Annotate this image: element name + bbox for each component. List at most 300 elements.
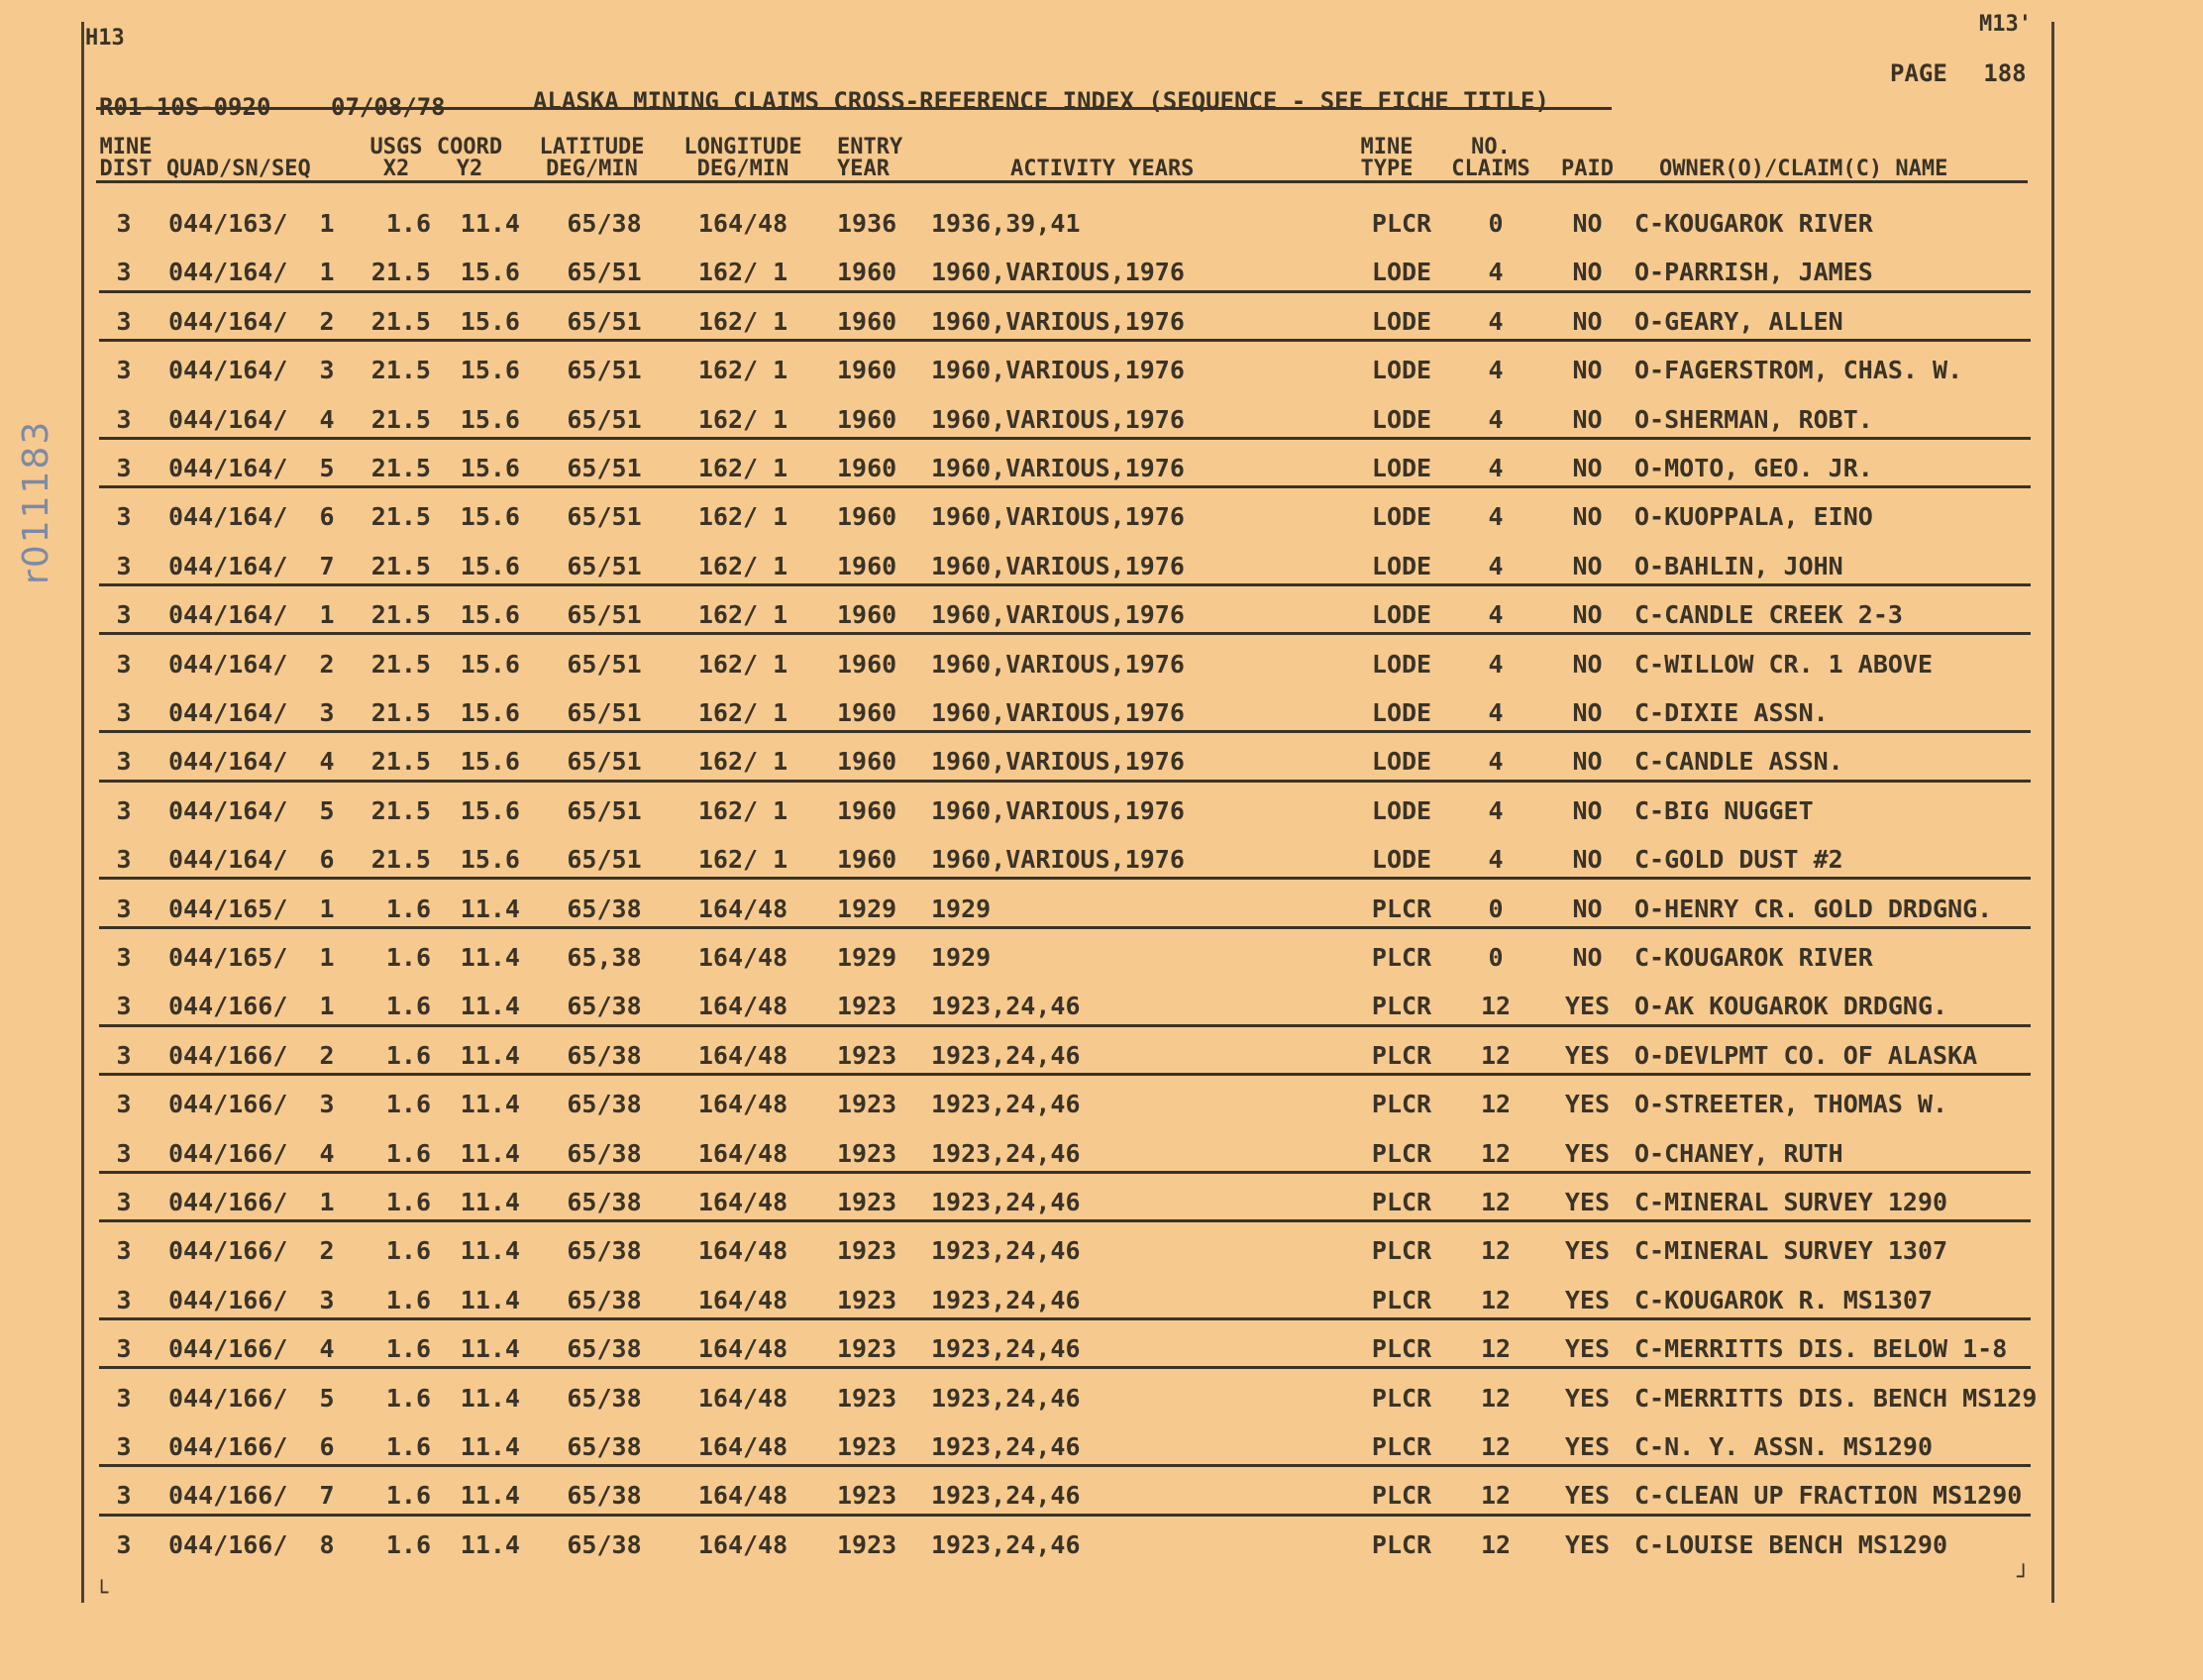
activity-years-cell: 1923,24,46 <box>931 992 1081 1021</box>
activity-years-cell: 1923,24,46 <box>931 1432 1081 1461</box>
col-y2: COORD Y2 <box>436 135 503 181</box>
y2-cell: 15.6 <box>460 404 520 434</box>
longitude-cell: 164/48 <box>697 1138 788 1168</box>
seq-cell: 6 <box>319 1432 335 1461</box>
x2-cell: 21.5 <box>370 649 431 679</box>
quad-cell: 044/166/ <box>168 1334 288 1364</box>
owner-claim-name-cell: O-FAGERSTROM, CHAS. W. <box>1634 356 1963 385</box>
claims-count-cell: 12 <box>1480 1285 1512 1314</box>
seq-cell: 2 <box>319 1236 335 1266</box>
mine-type-cell: LODE <box>1371 698 1432 727</box>
paid-cell: NO <box>1572 845 1603 875</box>
table-row <box>0 1225 2203 1274</box>
owner-claim-name-cell: C-MINERAL SURVEY 1307 <box>1634 1236 1948 1266</box>
table-row <box>0 1323 2203 1372</box>
quad-cell: 044/164/ <box>168 845 288 875</box>
longitude-cell: 162/ 1 <box>697 258 788 287</box>
entry-year-cell: 1960 <box>837 454 897 482</box>
table-row <box>0 1128 2203 1177</box>
longitude-cell: 162/ 1 <box>697 698 788 727</box>
y2-cell: 15.6 <box>460 258 520 287</box>
y2-cell: 15.6 <box>460 795 520 825</box>
paid-cell: NO <box>1572 649 1603 679</box>
longitude-cell: 162/ 1 <box>697 356 788 385</box>
owner-claim-name-cell: C-WILLOW CR. 1 ABOVE <box>1634 649 1934 679</box>
quad-cell: 044/164/ <box>168 551 288 580</box>
paid-cell: YES <box>1564 1432 1611 1461</box>
seq-cell: 3 <box>319 698 335 727</box>
quad-cell: 044/166/ <box>168 1481 288 1511</box>
claims-count-cell: 12 <box>1480 1383 1512 1413</box>
entry-year-cell: 1960 <box>837 698 897 727</box>
row-rule <box>99 780 2031 783</box>
x2-cell: 1.6 <box>385 1285 431 1314</box>
paid-cell: NO <box>1572 698 1603 727</box>
row-rule <box>99 1219 2031 1222</box>
table-row <box>0 1275 2203 1323</box>
mine-type-cell: LODE <box>1371 306 1432 336</box>
dist-cell: 3 <box>116 551 132 580</box>
table-row <box>0 1177 2203 1225</box>
claims-count-cell: 12 <box>1480 992 1512 1021</box>
mine-type-cell: PLCR <box>1371 992 1432 1021</box>
mine-type-cell: LODE <box>1371 600 1432 630</box>
title-rule <box>96 107 1612 110</box>
paid-cell: NO <box>1572 943 1603 972</box>
mine-type-cell: LODE <box>1371 356 1432 385</box>
seq-cell: 7 <box>319 551 335 580</box>
dist-cell: 3 <box>116 454 132 482</box>
table-row <box>0 786 2203 834</box>
claims-count-cell: 4 <box>1488 404 1504 434</box>
dist-cell: 3 <box>116 1285 132 1314</box>
claims-count-cell: 12 <box>1480 1334 1512 1364</box>
paid-cell: YES <box>1564 1236 1611 1266</box>
col-no-claims: NO. CLAIMS <box>1451 135 1530 181</box>
activity-years-cell: 1923,24,46 <box>931 1529 1081 1559</box>
mine-type-cell: PLCR <box>1371 1236 1432 1266</box>
latitude-cell: 65/38 <box>567 1481 642 1511</box>
y2-cell: 11.4 <box>460 992 520 1021</box>
owner-claim-name-cell: O-BAHLIN, JOHN <box>1634 551 1843 580</box>
mine-type-cell: PLCR <box>1371 1040 1432 1070</box>
paid-cell: NO <box>1572 600 1603 630</box>
x2-cell: 21.5 <box>370 306 431 336</box>
mine-type-cell: PLCR <box>1371 1383 1432 1413</box>
seq-cell: 5 <box>319 795 335 825</box>
report-title: ALASKA MINING CLAIMS CROSS-REFERENCE INDEX (SEQUENCE - SEE FICHE TITLE) <box>533 87 1549 115</box>
mine-type-cell: LODE <box>1371 795 1432 825</box>
seq-cell: 1 <box>319 1188 335 1216</box>
latitude-cell: 65/51 <box>567 698 642 727</box>
latitude-cell: 65/51 <box>567 551 642 580</box>
y2-cell: 11.4 <box>460 1481 520 1511</box>
quad-cell: 044/166/ <box>168 1529 288 1559</box>
report-id: R01-10S-0920 <box>99 93 271 121</box>
paid-cell: NO <box>1572 551 1603 580</box>
y2-cell: 11.4 <box>460 1334 520 1364</box>
row-rule <box>99 437 2031 440</box>
y2-cell: 15.6 <box>460 306 520 336</box>
mine-type-cell: LODE <box>1371 845 1432 875</box>
latitude-cell: 65/38 <box>567 1432 642 1461</box>
longitude-cell: 164/48 <box>697 1529 788 1559</box>
latitude-cell: 65/51 <box>567 845 642 875</box>
table-row <box>0 884 2203 932</box>
mine-type-cell: PLCR <box>1371 1285 1432 1314</box>
latitude-cell: 65/51 <box>567 258 642 287</box>
y2-cell: 11.4 <box>460 893 520 923</box>
claims-count-cell: 12 <box>1480 1090 1512 1119</box>
seq-cell: 1 <box>319 943 335 972</box>
paid-cell: YES <box>1564 992 1611 1021</box>
paid-cell: NO <box>1572 356 1603 385</box>
table-row <box>0 932 2203 981</box>
entry-year-cell: 1960 <box>837 356 897 385</box>
dist-cell: 3 <box>116 1529 132 1559</box>
owner-claim-name-cell: C-KOUGAROK R. MS1307 <box>1634 1285 1934 1314</box>
seq-cell: 8 <box>319 1529 335 1559</box>
table-row <box>0 1520 2203 1568</box>
longitude-cell: 164/48 <box>697 1432 788 1461</box>
dist-cell: 3 <box>116 1040 132 1070</box>
entry-year-cell: 1923 <box>837 1236 897 1266</box>
longitude-cell: 164/48 <box>697 1383 788 1413</box>
dist-cell: 3 <box>116 1481 132 1511</box>
owner-claim-name-cell: C-BIG NUGGET <box>1634 795 1814 825</box>
table-row <box>0 198 2203 247</box>
claims-count-cell: 12 <box>1480 1481 1512 1511</box>
y2-cell: 15.6 <box>460 698 520 727</box>
activity-years-cell: 1960,VARIOUS,1976 <box>931 502 1185 532</box>
x2-cell: 1.6 <box>385 1090 431 1119</box>
owner-claim-name-cell: C-MINERAL SURVEY 1290 <box>1634 1188 1948 1216</box>
paid-cell: NO <box>1572 747 1603 777</box>
owner-claim-name-cell: C-KOUGAROK RIVER <box>1634 943 1873 972</box>
activity-years-cell: 1960,VARIOUS,1976 <box>931 404 1185 434</box>
owner-claim-name-cell: O-PARRISH, JAMES <box>1634 258 1873 287</box>
y2-cell: 15.6 <box>460 600 520 630</box>
activity-years-cell: 1923,24,46 <box>931 1334 1081 1364</box>
claims-count-cell: 12 <box>1480 1188 1512 1216</box>
x2-cell: 21.5 <box>370 258 431 287</box>
page-indicator <box>1890 59 2027 87</box>
owner-claim-name-cell: C-KOUGAROK RIVER <box>1634 209 1873 238</box>
row-rule <box>99 632 2031 635</box>
entry-year-cell: 1960 <box>837 845 897 875</box>
latitude-cell: 65/38 <box>567 1138 642 1168</box>
latitude-cell: 65/51 <box>567 747 642 777</box>
activity-years-cell: 1923,24,46 <box>931 1090 1081 1119</box>
paid-cell: YES <box>1564 1383 1611 1413</box>
entry-year-cell: 1960 <box>837 649 897 679</box>
x2-cell: 1.6 <box>385 1138 431 1168</box>
owner-claim-name-cell: O-DEVLPMT CO. OF ALASKA <box>1634 1040 1978 1070</box>
latitude-cell: 65/51 <box>567 649 642 679</box>
claims-count-cell: 12 <box>1480 1529 1512 1559</box>
latitude-cell: 65/38 <box>567 1529 642 1559</box>
claims-count-cell: 4 <box>1488 845 1504 875</box>
activity-years-cell: 1923,24,46 <box>931 1236 1081 1266</box>
quad-cell: 044/165/ <box>168 893 288 923</box>
table-row <box>0 394 2203 443</box>
mine-type-cell: PLCR <box>1371 1481 1432 1511</box>
claims-count-cell: 12 <box>1480 1236 1512 1266</box>
activity-years-cell: 1929 <box>931 893 992 923</box>
dist-cell: 3 <box>116 306 132 336</box>
y2-cell: 11.4 <box>460 1040 520 1070</box>
activity-years-cell: 1960,VARIOUS,1976 <box>931 551 1185 580</box>
latitude-cell: 65/38 <box>567 1236 642 1266</box>
paid-cell: NO <box>1572 893 1603 923</box>
paid-cell: YES <box>1564 1090 1611 1119</box>
quad-cell: 044/166/ <box>168 1285 288 1314</box>
corner-mark-bottom-right: ┘ <box>2017 1565 2031 1590</box>
quad-cell: 044/164/ <box>168 747 288 777</box>
x2-cell: 21.5 <box>370 600 431 630</box>
entry-year-cell: 1960 <box>837 551 897 580</box>
claims-count-cell: 4 <box>1488 454 1504 482</box>
longitude-cell: 164/48 <box>697 893 788 923</box>
longitude-cell: 164/48 <box>697 1188 788 1216</box>
dist-cell: 3 <box>116 747 132 777</box>
x2-cell: 21.5 <box>370 502 431 532</box>
longitude-cell: 164/48 <box>697 1285 788 1314</box>
y2-cell: 11.4 <box>460 943 520 972</box>
entry-year-cell: 1923 <box>837 1285 897 1314</box>
claims-count-cell: 0 <box>1488 893 1504 923</box>
seq-cell: 2 <box>319 649 335 679</box>
quad-cell: 044/166/ <box>168 1236 288 1266</box>
entry-year-cell: 1960 <box>837 747 897 777</box>
report-date: 07/08/78 <box>331 93 446 121</box>
row-rule <box>99 583 2031 586</box>
table-row <box>0 834 2203 883</box>
row-rule <box>99 485 2031 488</box>
table-row <box>0 981 2203 1029</box>
dist-cell: 3 <box>116 1090 132 1119</box>
dist-cell: 3 <box>116 1138 132 1168</box>
dist-cell: 3 <box>116 1236 132 1266</box>
quad-cell: 044/166/ <box>168 1138 288 1168</box>
col-latitude: LATITUDE DEG/MIN <box>539 135 645 181</box>
longitude-cell: 162/ 1 <box>697 404 788 434</box>
dist-cell: 3 <box>116 404 132 434</box>
claims-count-cell: 4 <box>1488 795 1504 825</box>
longitude-cell: 162/ 1 <box>697 551 788 580</box>
owner-claim-name-cell: C-CANDLE ASSN. <box>1634 747 1843 777</box>
col-owner-claim-name: OWNER(O)/CLAIM(C) NAME <box>1659 157 1948 181</box>
mine-type-cell: PLCR <box>1371 943 1432 972</box>
entry-year-cell: 1960 <box>837 306 897 336</box>
owner-claim-name-cell: C-MERRITTS DIS. BENCH MS129 <box>1634 1383 2038 1413</box>
entry-year-cell: 1960 <box>837 795 897 825</box>
y2-cell: 11.4 <box>460 1236 520 1266</box>
x2-cell: 1.6 <box>385 1529 431 1559</box>
x2-cell: 1.6 <box>385 992 431 1021</box>
quad-cell: 044/163/ <box>168 209 288 238</box>
longitude-cell: 162/ 1 <box>697 454 788 482</box>
header-rule <box>96 180 2028 183</box>
owner-claim-name-cell: C-CANDLE CREEK 2-3 <box>1634 600 1903 630</box>
paid-cell: YES <box>1564 1529 1611 1559</box>
seq-cell: 7 <box>319 1481 335 1511</box>
mine-type-cell: PLCR <box>1371 209 1432 238</box>
y2-cell: 15.6 <box>460 649 520 679</box>
mine-type-cell: PLCR <box>1371 1138 1432 1168</box>
latitude-cell: 65/38 <box>567 1040 642 1070</box>
activity-years-cell: 1923,24,46 <box>931 1138 1081 1168</box>
x2-cell: 1.6 <box>385 209 431 238</box>
longitude-cell: 164/48 <box>697 943 788 972</box>
claims-count-cell: 4 <box>1488 502 1504 532</box>
quad-cell: 044/164/ <box>168 404 288 434</box>
seq-cell: 6 <box>319 502 335 532</box>
entry-year-cell: 1923 <box>837 1529 897 1559</box>
activity-years-cell: 1923,24,46 <box>931 1285 1081 1314</box>
entry-year-cell: 1960 <box>837 258 897 287</box>
row-rule <box>99 1171 2031 1174</box>
x2-cell: 21.5 <box>370 795 431 825</box>
quad-cell: 044/166/ <box>168 1432 288 1461</box>
claims-count-cell: 4 <box>1488 747 1504 777</box>
dist-cell: 3 <box>116 502 132 532</box>
table-row <box>0 589 2203 638</box>
longitude-cell: 164/48 <box>697 1090 788 1119</box>
longitude-cell: 162/ 1 <box>697 600 788 630</box>
owner-claim-name-cell: C-CLEAN UP FRACTION MS1290 <box>1634 1481 2023 1511</box>
latitude-cell: 65/51 <box>567 795 642 825</box>
col-longitude: LONGITUDE DEG/MIN <box>683 135 802 181</box>
mine-type-cell: PLCR <box>1371 1529 1432 1559</box>
seq-cell: 1 <box>319 600 335 630</box>
paid-cell: NO <box>1572 306 1603 336</box>
y2-cell: 15.6 <box>460 356 520 385</box>
activity-years-cell: 1960,VARIOUS,1976 <box>931 600 1185 630</box>
latitude-cell: 65/51 <box>567 356 642 385</box>
col-activity-years: ACTIVITY YEARS <box>1010 157 1195 181</box>
claims-count-cell: 4 <box>1488 600 1504 630</box>
table-row <box>0 247 2203 295</box>
row-rule <box>99 1317 2031 1320</box>
longitude-cell: 162/ 1 <box>697 649 788 679</box>
row-rule <box>99 926 2031 929</box>
paid-cell: NO <box>1572 209 1603 238</box>
owner-claim-name-cell: O-KUOPPALA, EINO <box>1634 502 1873 532</box>
seq-cell: 1 <box>319 258 335 287</box>
latitude-cell: 65/38 <box>567 1383 642 1413</box>
mine-type-cell: LODE <box>1371 404 1432 434</box>
activity-years-cell: 1960,VARIOUS,1976 <box>931 747 1185 777</box>
quad-cell: 044/166/ <box>168 992 288 1021</box>
dist-cell: 3 <box>116 698 132 727</box>
paid-cell: NO <box>1572 258 1603 287</box>
activity-years-cell: 1923,24,46 <box>931 1040 1081 1070</box>
activity-years-cell: 1929 <box>931 943 992 972</box>
quad-cell: 044/166/ <box>168 1040 288 1070</box>
quad-cell: 044/166/ <box>168 1090 288 1119</box>
x2-cell: 1.6 <box>385 1334 431 1364</box>
y2-cell: 11.4 <box>460 1188 520 1216</box>
table-row <box>0 1079 2203 1127</box>
longitude-cell: 162/ 1 <box>697 502 788 532</box>
table-row <box>0 1030 2203 1079</box>
y2-cell: 11.4 <box>460 1285 520 1314</box>
paid-cell: YES <box>1564 1334 1611 1364</box>
activity-years-cell: 1960,VARIOUS,1976 <box>931 698 1185 727</box>
owner-claim-name-cell: O-GEARY, ALLEN <box>1634 306 1843 336</box>
owner-claim-name-cell: C-MERRITTS DIS. BELOW 1-8 <box>1634 1334 2008 1364</box>
paid-cell: YES <box>1564 1188 1611 1216</box>
y2-cell: 15.6 <box>460 845 520 875</box>
entry-year-cell: 1929 <box>837 943 897 972</box>
x2-cell: 21.5 <box>370 404 431 434</box>
seq-cell: 5 <box>319 454 335 482</box>
x2-cell: 1.6 <box>385 1040 431 1070</box>
paid-cell: NO <box>1572 454 1603 482</box>
dist-cell: 3 <box>116 209 132 238</box>
claims-count-cell: 4 <box>1488 649 1504 679</box>
x2-cell: 1.6 <box>385 1432 431 1461</box>
mine-type-cell: LODE <box>1371 258 1432 287</box>
owner-claim-name-cell: O-AK KOUGAROK DRDGNG. <box>1634 992 1948 1021</box>
activity-years-cell: 1923,24,46 <box>931 1383 1081 1413</box>
mine-type-cell: LODE <box>1371 551 1432 580</box>
dist-cell: 3 <box>116 992 132 1021</box>
y2-cell: 11.4 <box>460 1090 520 1119</box>
paid-cell: NO <box>1572 404 1603 434</box>
seq-cell: 1 <box>319 209 335 238</box>
dist-cell: 3 <box>116 356 132 385</box>
longitude-cell: 162/ 1 <box>697 747 788 777</box>
dist-cell: 3 <box>116 893 132 923</box>
table-row <box>0 687 2203 736</box>
row-rule <box>99 339 2031 342</box>
claims-count-cell: 12 <box>1480 1040 1512 1070</box>
x2-cell: 21.5 <box>370 747 431 777</box>
x2-cell: 1.6 <box>385 1188 431 1216</box>
table-row <box>0 1373 2203 1421</box>
claims-count-cell: 12 <box>1480 1138 1512 1168</box>
dist-cell: 3 <box>116 795 132 825</box>
paid-cell: YES <box>1564 1481 1611 1511</box>
longitude-cell: 164/48 <box>697 1236 788 1266</box>
y2-cell: 15.6 <box>460 454 520 482</box>
x2-cell: 1.6 <box>385 893 431 923</box>
entry-year-cell: 1923 <box>837 1090 897 1119</box>
row-rule <box>99 730 2031 733</box>
corner-mark-bottom-left: └ <box>95 1581 109 1606</box>
mine-type-cell: PLCR <box>1371 1090 1432 1119</box>
entry-year-cell: 1923 <box>837 1188 897 1216</box>
quad-cell: 044/164/ <box>168 698 288 727</box>
dist-cell: 3 <box>116 1334 132 1364</box>
quad-cell: 044/164/ <box>168 600 288 630</box>
table-row <box>0 443 2203 491</box>
entry-year-cell: 1929 <box>837 893 897 923</box>
paid-cell: NO <box>1572 502 1603 532</box>
latitude-cell: 65/51 <box>567 600 642 630</box>
paid-cell: YES <box>1564 1040 1611 1070</box>
activity-years-cell: 1960,VARIOUS,1976 <box>931 454 1185 482</box>
activity-years-cell: 1960,VARIOUS,1976 <box>931 306 1185 336</box>
activity-years-cell: 1960,VARIOUS,1976 <box>931 258 1185 287</box>
entry-year-cell: 1960 <box>837 502 897 532</box>
dist-cell: 3 <box>116 1188 132 1216</box>
quad-cell: 044/166/ <box>168 1383 288 1413</box>
longitude-cell: 164/48 <box>697 1481 788 1511</box>
y2-cell: 11.4 <box>460 1432 520 1461</box>
